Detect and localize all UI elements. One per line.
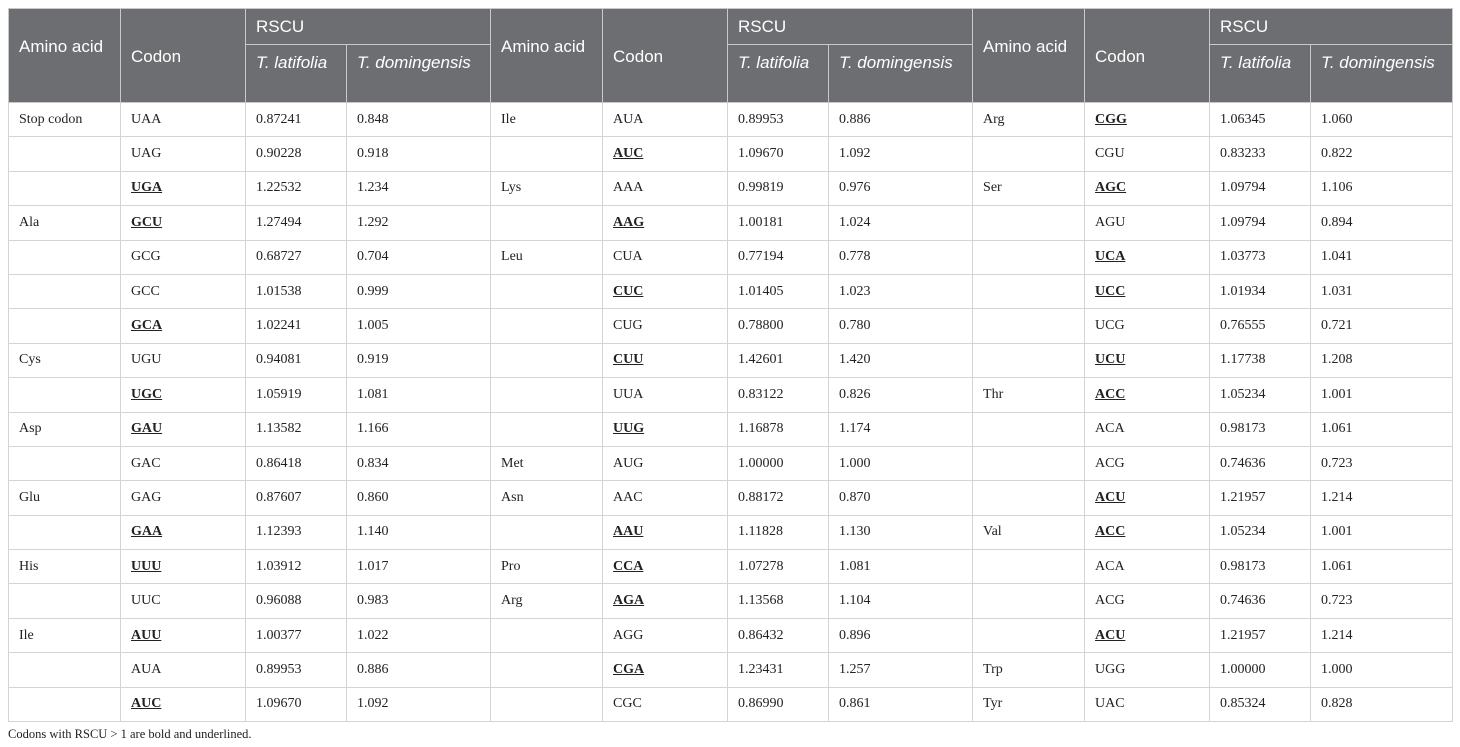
header-rscu: RSCU	[246, 9, 491, 45]
codon-cell: CUU	[603, 343, 728, 377]
amino-acid-cell	[9, 171, 121, 205]
rscu-domingensis-cell: 1.140	[347, 515, 491, 549]
rscu-latifolia-cell: 0.76555	[1210, 309, 1311, 343]
amino-acid-cell: Pro	[491, 550, 603, 584]
codon-cell: CGG	[1085, 103, 1210, 137]
rscu-domingensis-cell: 0.828	[1311, 687, 1453, 721]
table-row	[9, 446, 1453, 480]
rscu-domingensis-cell: 1.257	[829, 653, 973, 687]
rscu-domingensis-cell: 0.780	[829, 309, 973, 343]
rscu-latifolia-cell: 1.01405	[728, 274, 829, 308]
rscu-latifolia-cell: 1.09670	[246, 687, 347, 721]
table-row	[9, 343, 1453, 377]
codon-cell: UUA	[603, 378, 728, 412]
rscu-domingensis-cell: 1.061	[1311, 550, 1453, 584]
rscu-latifolia-cell: 1.16878	[728, 412, 829, 446]
codon-cell: CUG	[603, 309, 728, 343]
rscu-domingensis-cell: 1.081	[829, 550, 973, 584]
rscu-latifolia-cell: 1.09670	[728, 137, 829, 171]
rscu-latifolia-cell: 1.02241	[246, 309, 347, 343]
amino-acid-cell	[973, 137, 1085, 171]
amino-acid-cell	[491, 206, 603, 240]
rscu-domingensis-cell: 1.166	[347, 412, 491, 446]
amino-acid-cell	[491, 515, 603, 549]
codon-cell: AUG	[603, 446, 728, 480]
rscu-latifolia-cell: 1.03912	[246, 550, 347, 584]
rscu-latifolia-cell: 1.13582	[246, 412, 347, 446]
rscu-latifolia-cell: 0.96088	[246, 584, 347, 618]
codon-cell: UCA	[1085, 240, 1210, 274]
rscu-latifolia-cell: 0.68727	[246, 240, 347, 274]
header-amino-acid: Amino acid	[973, 9, 1085, 103]
rscu-domingensis-cell: 0.886	[829, 103, 973, 137]
amino-acid-cell: Arg	[973, 103, 1085, 137]
table-body	[9, 103, 1453, 722]
amino-acid-cell	[9, 137, 121, 171]
rscu-latifolia-cell: 0.86432	[728, 618, 829, 652]
amino-acid-cell: Thr	[973, 378, 1085, 412]
rscu-latifolia-cell: 0.87241	[246, 103, 347, 137]
rscu-latifolia-cell: 1.00000	[1210, 653, 1311, 687]
table-row	[9, 653, 1453, 687]
codon-cell: CCA	[603, 550, 728, 584]
codon-cell: UAC	[1085, 687, 1210, 721]
amino-acid-cell	[9, 309, 121, 343]
amino-acid-cell: Cys	[9, 343, 121, 377]
codon-cell: CUC	[603, 274, 728, 308]
header-codon: Codon	[603, 9, 728, 103]
rscu-domingensis-cell: 0.848	[347, 103, 491, 137]
rscu-domingensis-cell: 1.208	[1311, 343, 1453, 377]
codon-cell: UCC	[1085, 274, 1210, 308]
codon-cell: CGA	[603, 653, 728, 687]
table-row	[9, 618, 1453, 652]
table-row	[9, 412, 1453, 446]
rscu-domingensis-cell: 1.106	[1311, 171, 1453, 205]
rscu-latifolia-cell: 0.98173	[1210, 412, 1311, 446]
codon-cell: AUU	[121, 618, 246, 652]
rscu-domingensis-cell: 0.834	[347, 446, 491, 480]
header-codon: Codon	[1085, 9, 1210, 103]
amino-acid-cell	[9, 653, 121, 687]
table-row	[9, 103, 1453, 137]
codon-cell: AAA	[603, 171, 728, 205]
header-species-domingensis: T. domingensis	[347, 45, 491, 103]
rscu-domingensis-cell: 0.896	[829, 618, 973, 652]
rscu-latifolia-cell: 0.94081	[246, 343, 347, 377]
rscu-domingensis-cell: 1.214	[1311, 481, 1453, 515]
rscu-latifolia-cell: 1.13568	[728, 584, 829, 618]
rscu-domingensis-cell: 0.999	[347, 274, 491, 308]
header-species-latifolia: T. latifolia	[728, 45, 829, 103]
amino-acid-cell	[9, 240, 121, 274]
rscu-domingensis-cell: 1.023	[829, 274, 973, 308]
table-row	[9, 515, 1453, 549]
rscu-domingensis-cell: 1.001	[1311, 515, 1453, 549]
rscu-latifolia-cell: 1.42601	[728, 343, 829, 377]
table-row	[9, 240, 1453, 274]
codon-cell: ACC	[1085, 378, 1210, 412]
rscu-latifolia-cell: 1.05234	[1210, 515, 1311, 549]
codon-cell: AUC	[121, 687, 246, 721]
amino-acid-cell	[9, 687, 121, 721]
amino-acid-cell	[973, 618, 1085, 652]
codon-cell: UGA	[121, 171, 246, 205]
rscu-latifolia-cell: 1.01934	[1210, 274, 1311, 308]
codon-cell: UUG	[603, 412, 728, 446]
rscu-latifolia-cell: 0.83122	[728, 378, 829, 412]
rscu-domingensis-cell: 1.000	[1311, 653, 1453, 687]
amino-acid-cell	[491, 309, 603, 343]
table-row	[9, 171, 1453, 205]
rscu-domingensis-cell: 1.041	[1311, 240, 1453, 274]
amino-acid-cell: Lys	[491, 171, 603, 205]
rscu-domingensis-cell: 0.723	[1311, 446, 1453, 480]
rscu-latifolia-cell: 1.23431	[728, 653, 829, 687]
rscu-domingensis-cell: 0.826	[829, 378, 973, 412]
table-row	[9, 206, 1453, 240]
rscu-latifolia-cell: 1.11828	[728, 515, 829, 549]
rscu-domingensis-cell: 1.104	[829, 584, 973, 618]
rscu-domingensis-cell: 0.721	[1311, 309, 1453, 343]
rscu-table	[8, 8, 1453, 722]
amino-acid-cell	[973, 550, 1085, 584]
amino-acid-cell: Ala	[9, 206, 121, 240]
table-header	[9, 9, 1453, 103]
codon-cell: AAG	[603, 206, 728, 240]
amino-acid-cell	[973, 481, 1085, 515]
rscu-domingensis-cell: 0.919	[347, 343, 491, 377]
rscu-latifolia-cell: 1.09794	[1210, 171, 1311, 205]
amino-acid-cell	[491, 137, 603, 171]
amino-acid-cell: Leu	[491, 240, 603, 274]
codon-cell: ACU	[1085, 618, 1210, 652]
header-amino-acid: Amino acid	[491, 9, 603, 103]
codon-cell: ACU	[1085, 481, 1210, 515]
rscu-domingensis-cell: 1.000	[829, 446, 973, 480]
rscu-latifolia-cell: 1.05234	[1210, 378, 1311, 412]
amino-acid-cell: Met	[491, 446, 603, 480]
codon-cell: GAU	[121, 412, 246, 446]
amino-acid-cell	[973, 240, 1085, 274]
rscu-domingensis-cell: 0.860	[347, 481, 491, 515]
amino-acid-cell: Glu	[9, 481, 121, 515]
amino-acid-cell	[491, 687, 603, 721]
rscu-latifolia-cell: 1.00181	[728, 206, 829, 240]
rscu-latifolia-cell: 1.17738	[1210, 343, 1311, 377]
amino-acid-cell: Arg	[491, 584, 603, 618]
rscu-latifolia-cell: 0.78800	[728, 309, 829, 343]
amino-acid-cell: Ile	[9, 618, 121, 652]
codon-cell: GAG	[121, 481, 246, 515]
codon-cell: CUA	[603, 240, 728, 274]
codon-cell: GCU	[121, 206, 246, 240]
table-row	[9, 378, 1453, 412]
amino-acid-cell	[973, 274, 1085, 308]
amino-acid-cell	[973, 412, 1085, 446]
header-species-domingensis: T. domingensis	[1311, 45, 1453, 103]
codon-cell: CGU	[1085, 137, 1210, 171]
rscu-latifolia-cell: 1.05919	[246, 378, 347, 412]
table-row	[9, 309, 1453, 343]
rscu-latifolia-cell: 1.09794	[1210, 206, 1311, 240]
header-codon: Codon	[121, 9, 246, 103]
amino-acid-cell	[973, 309, 1085, 343]
codon-cell: GCC	[121, 274, 246, 308]
amino-acid-cell	[491, 378, 603, 412]
rscu-latifolia-cell: 1.21957	[1210, 618, 1311, 652]
amino-acid-cell	[491, 653, 603, 687]
codon-cell: AGU	[1085, 206, 1210, 240]
amino-acid-cell	[491, 618, 603, 652]
codon-cell: UUU	[121, 550, 246, 584]
rscu-table-container	[8, 8, 1452, 722]
codon-cell: AAC	[603, 481, 728, 515]
amino-acid-cell: His	[9, 550, 121, 584]
rscu-latifolia-cell: 0.89953	[728, 103, 829, 137]
rscu-latifolia-cell: 0.98173	[1210, 550, 1311, 584]
amino-acid-cell: Ile	[491, 103, 603, 137]
header-rscu: RSCU	[1210, 9, 1453, 45]
codon-cell: GCA	[121, 309, 246, 343]
rscu-domingensis-cell: 1.214	[1311, 618, 1453, 652]
amino-acid-cell	[9, 584, 121, 618]
rscu-domingensis-cell: 0.894	[1311, 206, 1453, 240]
rscu-latifolia-cell: 0.87607	[246, 481, 347, 515]
codon-cell: ACA	[1085, 550, 1210, 584]
codon-cell: AUA	[603, 103, 728, 137]
codon-cell: ACA	[1085, 412, 1210, 446]
rscu-latifolia-cell: 0.85324	[1210, 687, 1311, 721]
rscu-domingensis-cell: 1.420	[829, 343, 973, 377]
codon-cell: UCG	[1085, 309, 1210, 343]
rscu-latifolia-cell: 0.74636	[1210, 446, 1311, 480]
rscu-latifolia-cell: 1.22532	[246, 171, 347, 205]
codon-cell: UAA	[121, 103, 246, 137]
rscu-domingensis-cell: 1.022	[347, 618, 491, 652]
rscu-domingensis-cell: 1.001	[1311, 378, 1453, 412]
rscu-latifolia-cell: 1.07278	[728, 550, 829, 584]
amino-acid-cell	[491, 274, 603, 308]
rscu-domingensis-cell: 0.778	[829, 240, 973, 274]
rscu-latifolia-cell: 0.88172	[728, 481, 829, 515]
amino-acid-cell: Asn	[491, 481, 603, 515]
header-species-latifolia: T. latifolia	[246, 45, 347, 103]
amino-acid-cell	[973, 446, 1085, 480]
table-row	[9, 687, 1453, 721]
rscu-domingensis-cell: 0.983	[347, 584, 491, 618]
rscu-latifolia-cell: 0.86990	[728, 687, 829, 721]
rscu-latifolia-cell: 1.27494	[246, 206, 347, 240]
rscu-latifolia-cell: 0.77194	[728, 240, 829, 274]
rscu-domingensis-cell: 1.031	[1311, 274, 1453, 308]
codon-cell: UAG	[121, 137, 246, 171]
table-row	[9, 584, 1453, 618]
rscu-latifolia-cell: 1.00000	[728, 446, 829, 480]
codon-cell: UUC	[121, 584, 246, 618]
codon-cell: UGG	[1085, 653, 1210, 687]
rscu-latifolia-cell: 0.74636	[1210, 584, 1311, 618]
amino-acid-cell	[973, 206, 1085, 240]
rscu-latifolia-cell: 0.89953	[246, 653, 347, 687]
amino-acid-cell: Stop codon	[9, 103, 121, 137]
rscu-domingensis-cell: 0.870	[829, 481, 973, 515]
amino-acid-cell	[491, 412, 603, 446]
table-row	[9, 550, 1453, 584]
rscu-latifolia-cell: 1.12393	[246, 515, 347, 549]
codon-cell: UGC	[121, 378, 246, 412]
codon-cell: ACG	[1085, 446, 1210, 480]
amino-acid-cell	[9, 274, 121, 308]
amino-acid-cell	[9, 446, 121, 480]
rscu-domingensis-cell: 0.918	[347, 137, 491, 171]
table-row	[9, 137, 1453, 171]
rscu-domingensis-cell: 0.704	[347, 240, 491, 274]
header-species-latifolia: T. latifolia	[1210, 45, 1311, 103]
rscu-domingensis-cell: 1.017	[347, 550, 491, 584]
codon-cell: AUC	[603, 137, 728, 171]
amino-acid-cell	[973, 584, 1085, 618]
codon-cell: AGG	[603, 618, 728, 652]
rscu-latifolia-cell: 0.86418	[246, 446, 347, 480]
codon-cell: AAU	[603, 515, 728, 549]
table-footnote: Codons with RSCU > 1 are bold and underlined.	[8, 727, 252, 741]
rscu-latifolia-cell: 1.01538	[246, 274, 347, 308]
header-amino-acid: Amino acid	[9, 9, 121, 103]
rscu-latifolia-cell: 1.03773	[1210, 240, 1311, 274]
amino-acid-cell: Val	[973, 515, 1085, 549]
rscu-domingensis-cell: 1.174	[829, 412, 973, 446]
codon-cell: UCU	[1085, 343, 1210, 377]
codon-cell: ACC	[1085, 515, 1210, 549]
amino-acid-cell: Ser	[973, 171, 1085, 205]
header-rscu: RSCU	[728, 9, 973, 45]
codon-cell: GAA	[121, 515, 246, 549]
codon-cell: CGC	[603, 687, 728, 721]
amino-acid-cell	[9, 515, 121, 549]
rscu-domingensis-cell: 0.723	[1311, 584, 1453, 618]
rscu-domingensis-cell: 1.024	[829, 206, 973, 240]
rscu-latifolia-cell: 0.90228	[246, 137, 347, 171]
rscu-latifolia-cell: 0.99819	[728, 171, 829, 205]
rscu-domingensis-cell: 1.092	[347, 687, 491, 721]
rscu-domingensis-cell: 1.092	[829, 137, 973, 171]
rscu-domingensis-cell: 0.861	[829, 687, 973, 721]
codon-cell: UGU	[121, 343, 246, 377]
rscu-latifolia-cell: 1.21957	[1210, 481, 1311, 515]
amino-acid-cell: Trp	[973, 653, 1085, 687]
rscu-domingensis-cell: 1.005	[347, 309, 491, 343]
rscu-domingensis-cell: 1.060	[1311, 103, 1453, 137]
table-row	[9, 481, 1453, 515]
amino-acid-cell	[9, 378, 121, 412]
amino-acid-cell	[491, 343, 603, 377]
rscu-domingensis-cell: 1.061	[1311, 412, 1453, 446]
amino-acid-cell: Asp	[9, 412, 121, 446]
header-species-domingensis: T. domingensis	[829, 45, 973, 103]
codon-cell: AGC	[1085, 171, 1210, 205]
codon-cell: GCG	[121, 240, 246, 274]
rscu-domingensis-cell: 0.976	[829, 171, 973, 205]
rscu-domingensis-cell: 0.886	[347, 653, 491, 687]
rscu-domingensis-cell: 0.822	[1311, 137, 1453, 171]
amino-acid-cell: Tyr	[973, 687, 1085, 721]
rscu-domingensis-cell: 1.081	[347, 378, 491, 412]
codon-cell: AGA	[603, 584, 728, 618]
rscu-domingensis-cell: 1.234	[347, 171, 491, 205]
codon-cell: ACG	[1085, 584, 1210, 618]
codon-cell: AUA	[121, 653, 246, 687]
amino-acid-cell	[973, 343, 1085, 377]
rscu-domingensis-cell: 1.292	[347, 206, 491, 240]
rscu-latifolia-cell: 0.83233	[1210, 137, 1311, 171]
codon-cell: GAC	[121, 446, 246, 480]
rscu-latifolia-cell: 1.00377	[246, 618, 347, 652]
rscu-latifolia-cell: 1.06345	[1210, 103, 1311, 137]
rscu-domingensis-cell: 1.130	[829, 515, 973, 549]
table-row	[9, 274, 1453, 308]
